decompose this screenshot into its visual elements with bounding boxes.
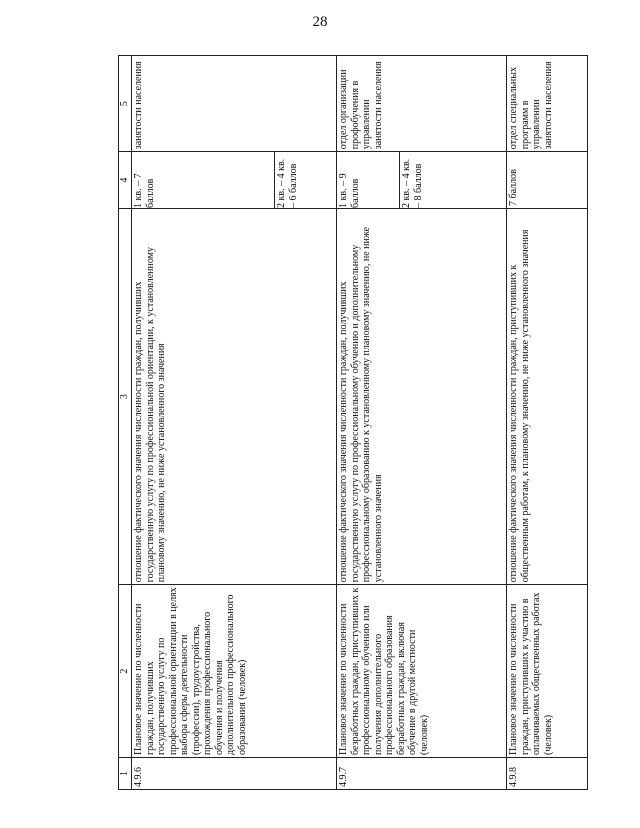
calculation-method: отношение фактического значения численности граждан, приступивших к общественным работам, к плановому значению, не ниже установленного значения bbox=[507, 208, 588, 584]
header-col-2: 2 bbox=[119, 585, 132, 758]
score-cell bbox=[132, 152, 337, 209]
score-q1: 1 кв. – 9 баллов bbox=[337, 152, 400, 208]
indicator-name: Плановое значение по численности граждан, получивших государственную услугу по профессиональной ориентации в целях выбора сферы деятельности (профессии), трудоустройства, прохождения профессионального обучения и получения дополнительного профессионального образования (человек) bbox=[132, 585, 337, 758]
row-number: 4.9.7 bbox=[337, 757, 507, 789]
responsible-unit: отдел организации профобучения в управлении занятости населения bbox=[337, 56, 507, 152]
row-number: 4.9.8 bbox=[507, 757, 588, 789]
page-number: 28 bbox=[312, 14, 328, 30]
header-col-5: 5 bbox=[119, 56, 132, 152]
rotated-table-wrapper bbox=[118, 55, 588, 790]
score-cell bbox=[337, 152, 507, 209]
score-q2-q4: 2 кв. – 4 кв. – 8 баллов bbox=[401, 158, 424, 208]
header-col-1: 1 bbox=[119, 757, 132, 789]
table-row bbox=[132, 56, 337, 790]
calculation-method: отношение фактического значения численности граждан, получивших государственную услугу по профессиональной ориентации, к установленному плановому значению, не ниже установленного значения bbox=[132, 208, 337, 584]
indicator-name: Плановое значение по численности безработных граждан, приступивших к профессиональному обучению или получения дополнительного профессионального образования безработных граждан, включая обучение в другой местности (человек) bbox=[337, 585, 507, 758]
indicator-name: Плановое значение по численности граждан, приступивших к участию в оплачиваемых общественных работах (человек) bbox=[507, 585, 588, 758]
calculation-method: отношение фактического значения численности граждан, получивших государственную услугу по профессиональному обучению и дополнительному профессиональному образованию к установленному плановому значению, не ниже установленного значения bbox=[337, 208, 507, 584]
score-q2-q4: 2 кв. – 4 кв. – 6 баллов bbox=[276, 158, 299, 208]
table-row bbox=[507, 56, 588, 790]
responsible-unit: занятости населения bbox=[132, 56, 337, 152]
responsible-unit: отдел специальных программ в управлении занятости населения bbox=[507, 56, 588, 152]
score-cell: 7 баллов bbox=[507, 152, 588, 209]
table-row bbox=[337, 56, 507, 790]
header-row bbox=[119, 56, 132, 790]
row-number: 4.9.6 bbox=[132, 757, 337, 789]
indicator-table bbox=[118, 55, 588, 790]
score-q1: 1 кв. – 7 баллов bbox=[132, 152, 275, 208]
header-col-3: 3 bbox=[119, 208, 132, 584]
header-col-4: 4 bbox=[119, 152, 132, 209]
